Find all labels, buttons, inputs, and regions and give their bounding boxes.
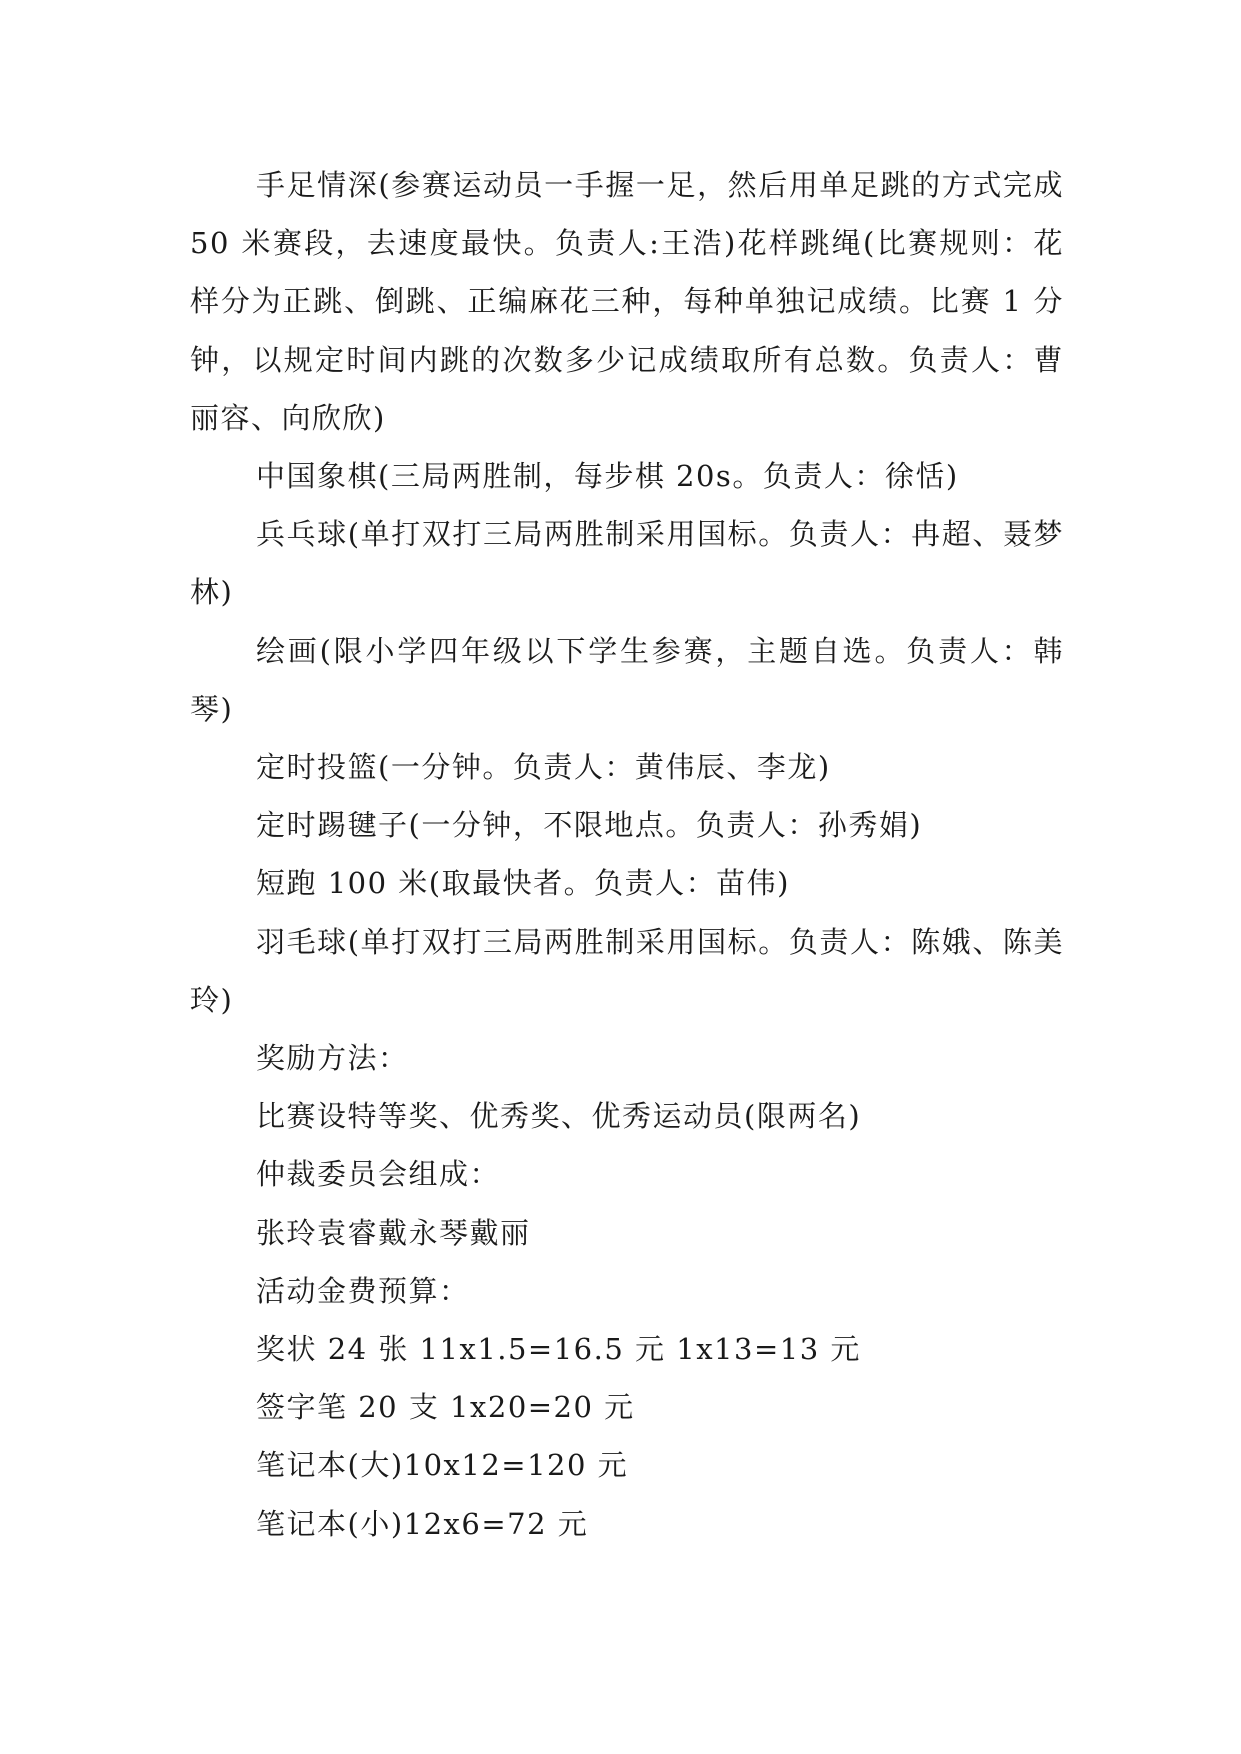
paragraph-committee-members: 张玲袁睿戴永琴戴丽 — [256, 1215, 531, 1250]
paragraph-budget-heading: 活动金费预算： — [256, 1273, 470, 1308]
paragraph-shuttlecock: 定时踢毽子(一分钟，不限地点。负责人：孙秀娟) — [256, 808, 923, 843]
document-body — [190, 156, 1064, 1553]
paragraph-budget-notebook-small: 笔记本(小)12x6=72 元 — [256, 1506, 589, 1541]
paragraph-award-heading: 奖励方法： — [256, 1041, 409, 1076]
paragraph-budget-notebook-large: 笔记本(大)10x12=120 元 — [256, 1448, 629, 1483]
paragraph-sprint: 短跑 100 米(取最快者。负责人：苗伟) — [256, 866, 790, 901]
paragraph-budget-certificates: 奖状 24 张 11x1.5=16.5 元 1x13=13 元 — [256, 1332, 861, 1367]
paragraph-table-tennis: 兵乓球(单打双打三局两胜制采用国标。负责人：冉超、聂梦林) — [190, 517, 1064, 610]
paragraph-award-detail: 比赛设特等奖、优秀奖、优秀运动员(限两名) — [256, 1099, 862, 1134]
paragraph-events-intro: 手足情深(参赛运动员一手握一足，然后用单足跳的方式完成 50 米赛段，去速度最快。负责人:王浩)花样跳绳(比赛规则：花样分为正跳、倒跳、正编麻花三种，每种单独记成绩。比赛 1 分钟，以规定时间内跳的次数多少记成绩取所有总数。负责人：曹丽容、向欣欣) — [190, 168, 1064, 435]
paragraph-committee-heading: 仲裁委员会组成： — [256, 1157, 501, 1192]
paragraph-timed-shooting: 定时投篮(一分钟。负责人：黄伟辰、李龙) — [256, 750, 831, 785]
paragraph-badminton: 羽毛球(单打双打三局两胜制采用国标。负责人：陈娥、陈美玲) — [190, 924, 1064, 1017]
paragraph-budget-pens: 签字笔 20 支 1x20=20 元 — [256, 1390, 635, 1425]
paragraph-chinese-chess: 中国象棋(三局两胜制，每步棋 20s。负责人：徐恬) — [256, 459, 959, 494]
paragraph-painting: 绘画(限小学四年级以下学生参赛，主题自选。负责人：韩琴) — [190, 633, 1064, 726]
